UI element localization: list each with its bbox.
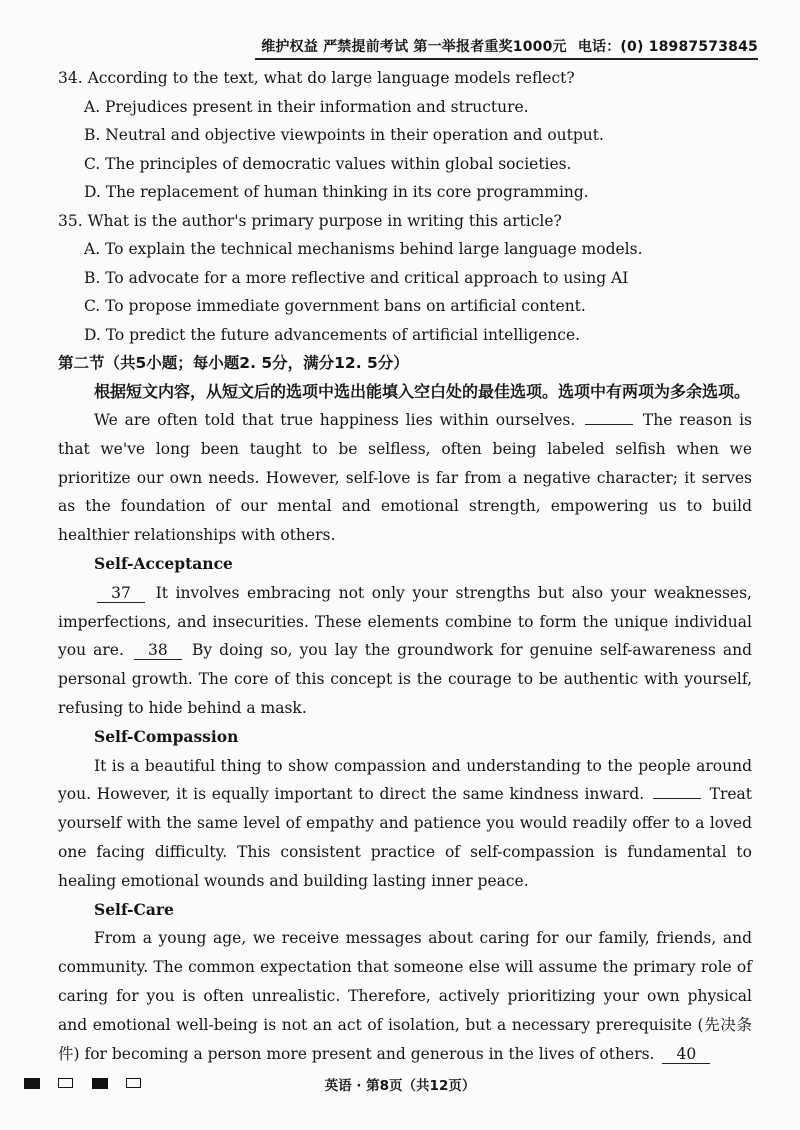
blank-38: 38 [134, 641, 182, 660]
option-b: B. Neutral and objective viewpoints in their operation and output. [84, 126, 604, 144]
question-stem: 34. According to the text, what do large language models reflect? [58, 69, 575, 87]
blank-39 [653, 798, 701, 799]
paragraph-text-cont: Treat yourself with the same level of empathy and patience you would readily offer to a loved one facing difficulty. This consistent practice of self-compassion is fundamental to healing emotional wounds and building lasting inner peace. [58, 785, 752, 890]
intro-text: We are often told that true happiness lies within ourselves. [94, 411, 583, 429]
paragraph-text: It is a beautiful thing to show compassion and understanding to the people around you. However, it is equally important to direct the same kindness inward. [58, 756, 752, 804]
passage-intro [58, 406, 752, 550]
header-rule [255, 58, 758, 60]
paragraph-self-acceptance [58, 579, 752, 723]
question-stem: 35. What is the author's primary purpose in writing this article? [58, 211, 562, 230]
option-c: C. To propose immediate government bans on artificial content. [84, 297, 586, 315]
question-35 [58, 207, 752, 350]
subheading-self-care: Self-Care [94, 899, 174, 919]
section-title: 第二节（共5小题；每小题2. 5分，满分12. 5分） [58, 354, 409, 372]
intro-text-cont: The reason is that we've long been taught to be selfless, often being labeled selfish when we prioritize our own needs. However, self-love is far from a negative character; it serves as the foundation of our mental and emotional strength, empowering us to build healthier relationships with others. [58, 411, 752, 545]
option-b: B. To advocate for a more reflective and critical approach to using AI [84, 268, 629, 287]
header-phone-label: 电话： [577, 39, 621, 55]
option-a: A. To explain the technical mechanisms behind large language models. [84, 240, 643, 258]
option-d: D. To predict the future advancements of artificial intelligence. [84, 325, 581, 344]
paragraph-text: It involves embracing not only your strengths but also your weaknesses, imperfections, and insecurities. These elements combine to form the unique individual you are. [58, 583, 752, 660]
option-c: C. The principles of democratic values within global societies. [84, 154, 572, 173]
subheading-self-acceptance: Self-Acceptance [94, 553, 233, 573]
question-34 [58, 64, 752, 207]
paragraph-self-care [58, 924, 752, 1068]
exam-header [255, 36, 758, 60]
section-instruction: 根据短文内容，从短文后的选项中选出能填入空白处的最佳选项。选项中有两项为多余选项。 [94, 381, 751, 401]
header-phone-value: (0) 18987573845 [620, 39, 758, 55]
paragraph-text-cont: By doing so, you lay the groundwork for genuine self-awareness and personal growth. The core of this concept is the courage to be authentic with yourself, refusing to hide behind a mask. [58, 641, 752, 717]
page-footer [0, 1072, 800, 1096]
page-content [58, 64, 752, 1068]
paragraph-self-compassion [58, 752, 752, 896]
subheading-self-compassion: Self-Compassion [94, 726, 239, 746]
page-number: 英语 · 第8页（共12页） [324, 1078, 476, 1094]
blank-37: 37 [97, 584, 145, 603]
blank-40: 40 [662, 1045, 710, 1064]
blank-36 [585, 424, 633, 425]
option-d: D. The replacement of human thinking in its core programming. [84, 183, 589, 201]
option-a: A. Prejudices present in their information and structure. [84, 97, 529, 116]
paragraph-text: From a young age, we receive messages about caring for our family, friends, and community. The common expectation that someone else will assume the primary role of caring for you is often unrealistic. Therefore, actively prioritizing your own physical and emotional well-being is not an act of isolation, but a necessary prerequisite (先决条件) for becoming a person more present and generous in the lives of others. [58, 929, 752, 1063]
header-notice: 维护权益 严禁提前考试 第一举报者重奖1000元 [261, 39, 567, 55]
